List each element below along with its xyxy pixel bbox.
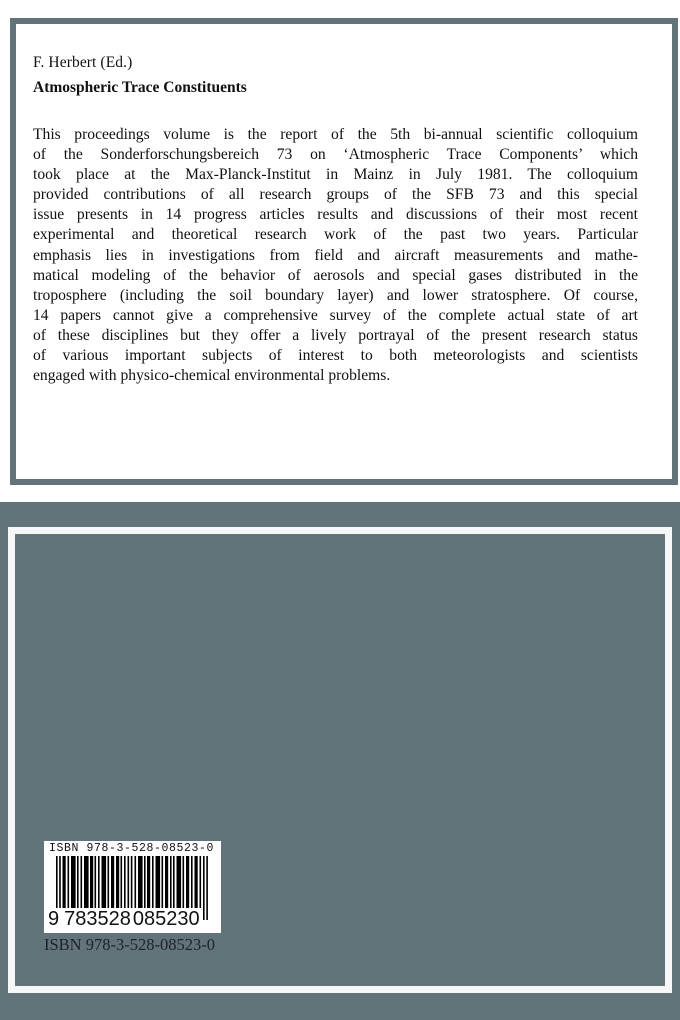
description-line: took place at the Max-Planck-Institut in Mainz in July 1981. The colloquium [33,166,638,184]
description-line: of these disciplines but they offer a lively portrayal of the present research status [33,326,638,344]
description-line: This proceedings volume is the report of the 5th bi-annual scientific colloquium [33,126,638,143]
book-description [33,125,638,386]
barcode-digits-left: 783528 [64,908,131,930]
barcode-digits [48,908,201,930]
isbn-text: ISBN 978-3-528-08523-0 [44,935,215,954]
description-line: emphasis lies in investigations from field and aircraft measurements and mathe- [33,246,638,264]
book-title: Atmospheric Trace Constituents [33,79,247,96]
editor-name: F. Herbert (Ed.) [33,54,133,71]
description-line: engaged with physico-chemical environmental problems. [33,367,391,385]
description-line: matical modeling of the behavior of aerosols and special gases distributed in the [33,266,638,284]
isbn-barcode [44,841,221,933]
description-line: troposphere (including the soil boundary layer) and lower stratosphere. Of course, [33,286,638,304]
description-line: of various important subjects of interest to both meteorologists and scientists [33,347,638,365]
description-line: experimental and theoretical research work of the past two years. Particular [33,226,638,244]
description-line: 14 papers cannot give a comprehensive survey of the complete actual state of art [33,306,638,324]
description-line: issue presents in 14 progress articles results and discussions of their most recent [33,206,638,224]
barcode-isbn-label: ISBN 978-3-528-08523-0 [49,842,215,855]
barcode-digit-first: 9 [48,908,63,930]
description-line: of the Sonderforschungsbereich 73 on ‘Atmospheric Trace Components’ which [33,146,638,164]
description-line: provided contributions of all research groups of the SFB 73 and this special [33,186,638,204]
barcode-digits-right: 085230 [132,908,200,930]
